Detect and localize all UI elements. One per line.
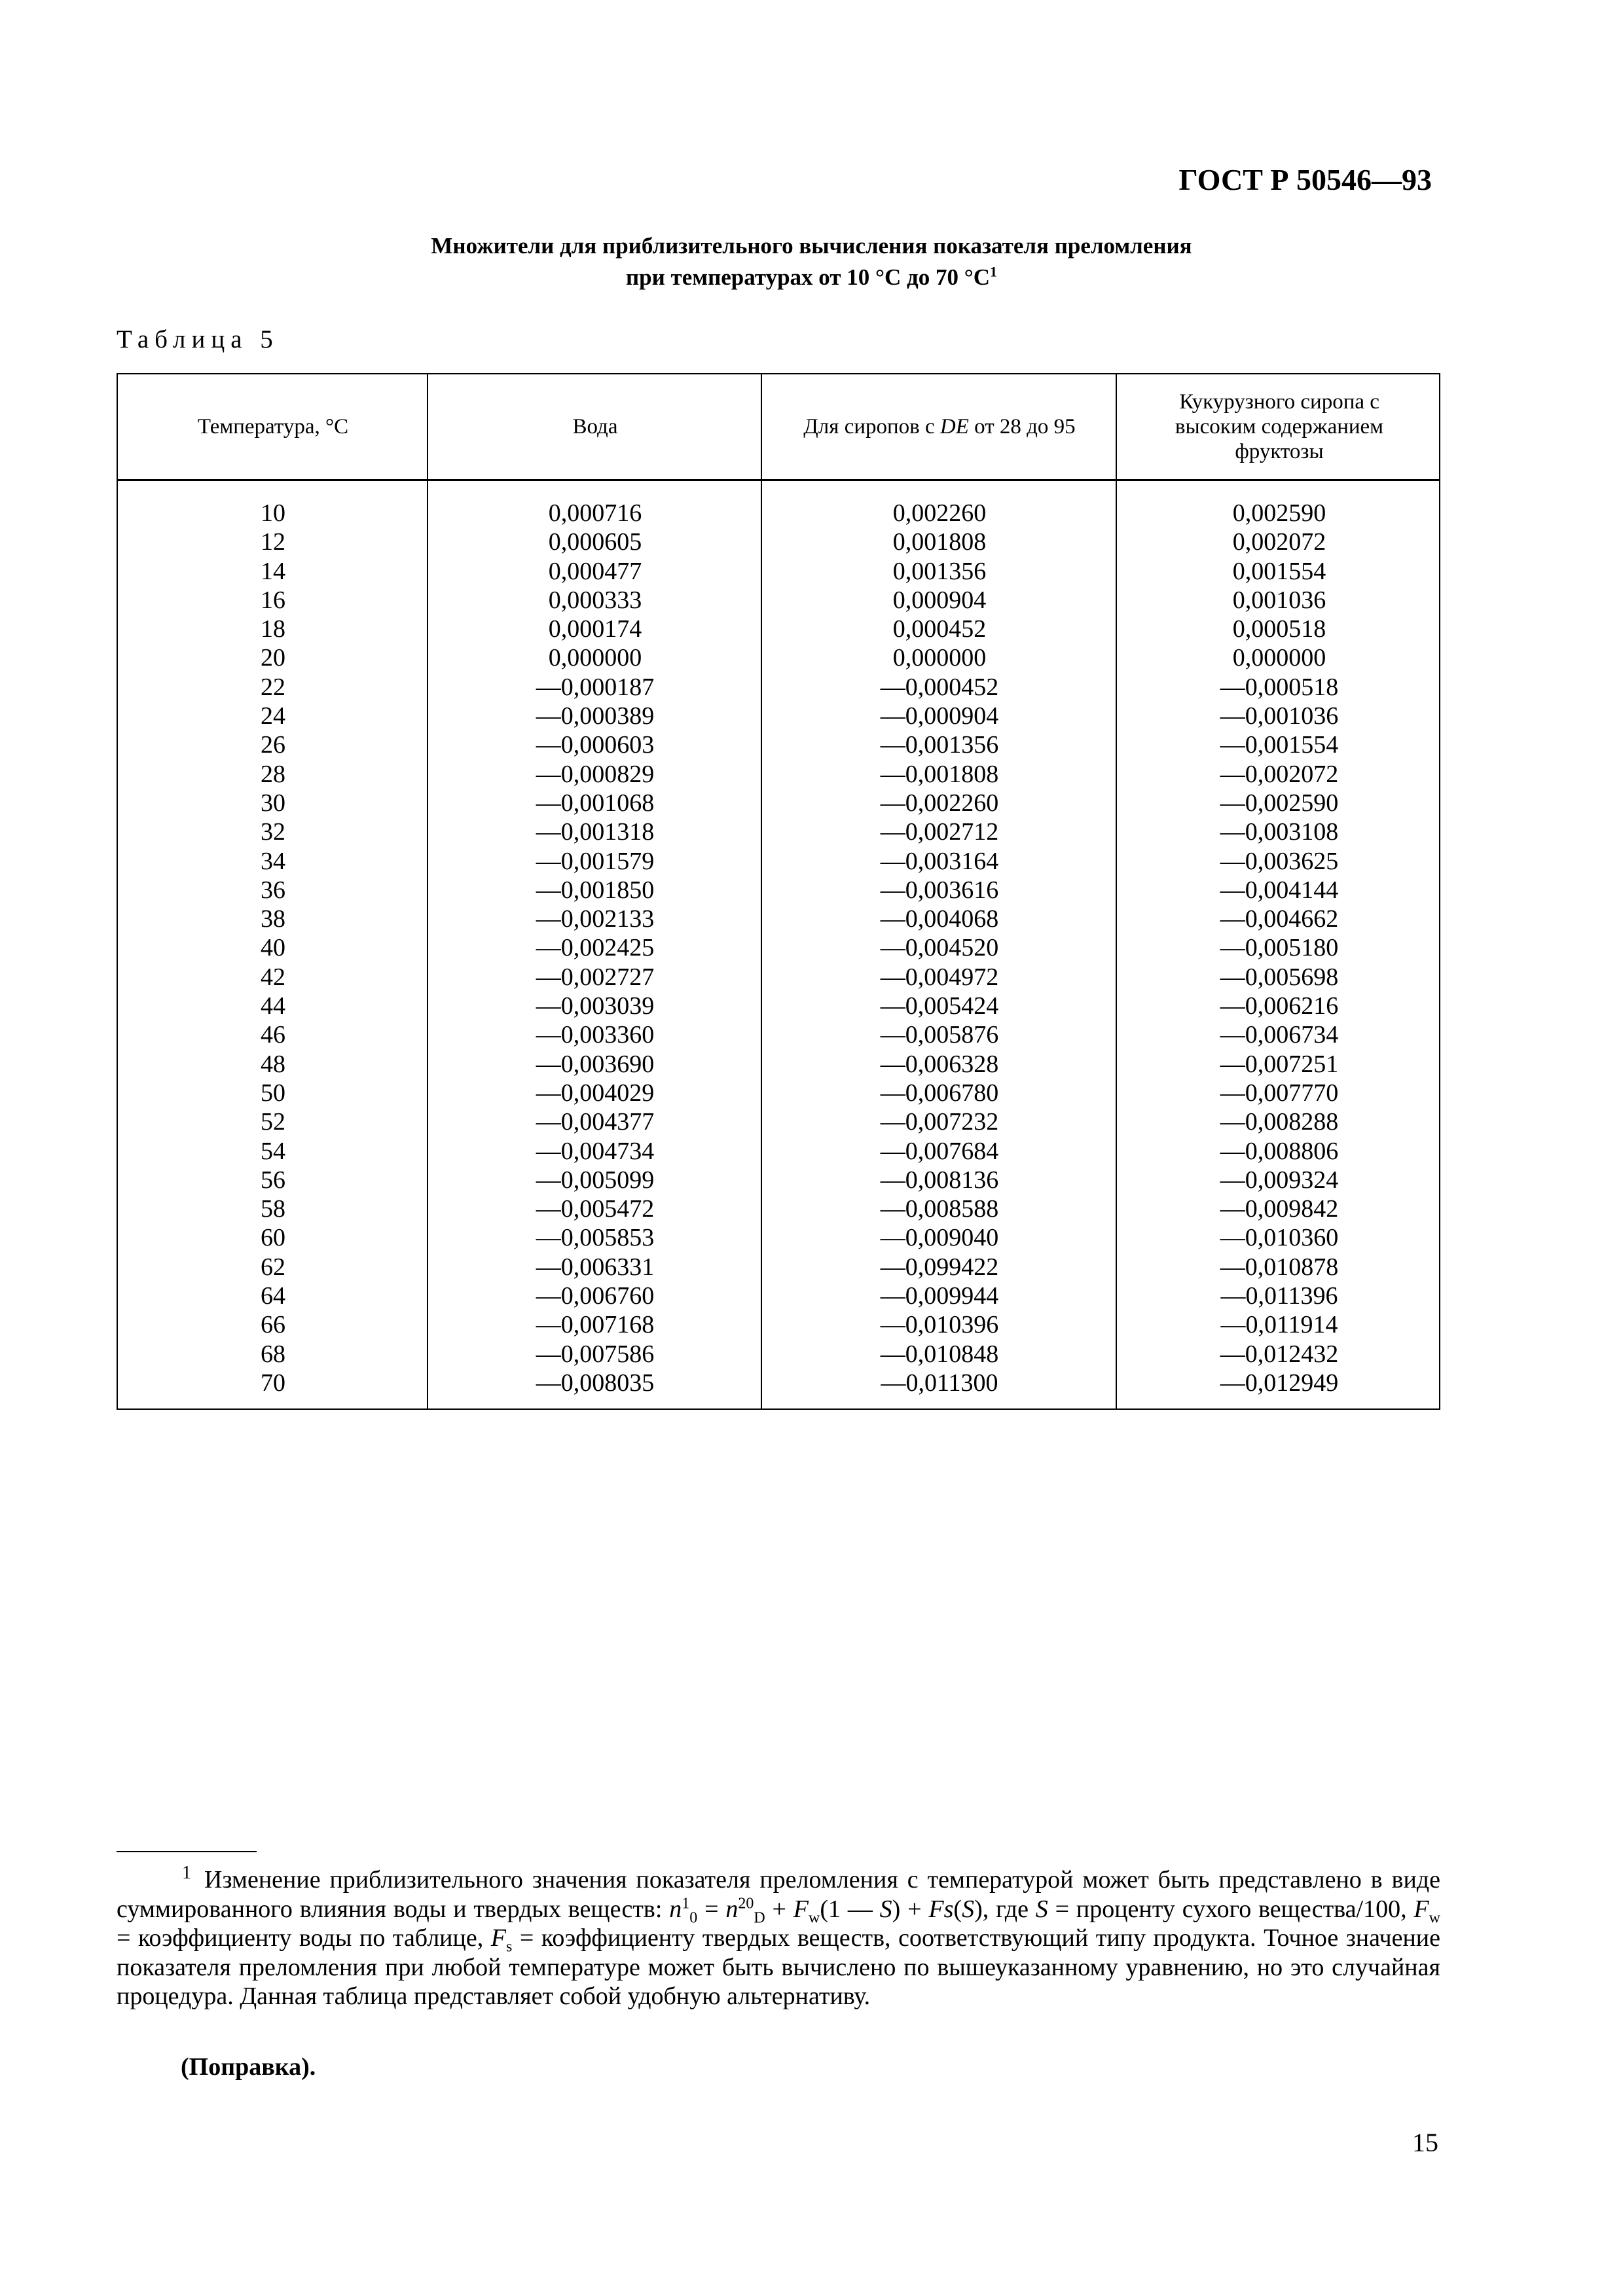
cell-water: —0,003039 — [536, 992, 655, 1020]
header-syrups: Для сиропов с DE от 28 до 95 — [803, 415, 1076, 439]
cell-corn-syrup: —0,012432 — [1220, 1340, 1339, 1368]
cell-water: —0,008035 — [536, 1369, 655, 1397]
cell-temperature: 60 — [261, 1224, 285, 1252]
cell-corn-syrup: —0,011396 — [1220, 1282, 1338, 1310]
cell-temperature: 70 — [261, 1369, 285, 1397]
table-title — [0, 230, 1623, 293]
cell-water: 0,000174 — [548, 615, 642, 643]
table-row — [118, 760, 1439, 789]
cell-corn-syrup: —0,011914 — [1220, 1311, 1338, 1339]
page-number: 15 — [1412, 2128, 1438, 2157]
cell-water: —0,004029 — [536, 1079, 655, 1107]
cell-syrups: —0,009040 — [880, 1224, 999, 1252]
cell-syrups: —0,002712 — [880, 818, 999, 846]
cell-corn-syrup: 0,002590 — [1232, 499, 1326, 527]
cell-corn-syrup: —0,010360 — [1220, 1224, 1339, 1252]
cell-temperature: 20 — [261, 644, 285, 672]
table-row — [118, 876, 1439, 905]
table-row — [118, 1282, 1439, 1310]
cell-syrups: —0,005876 — [880, 1021, 999, 1049]
cell-corn-syrup: 0,001036 — [1232, 586, 1326, 614]
data-table — [117, 373, 1440, 1410]
cell-water: 0,000605 — [548, 528, 642, 556]
header-divider — [118, 479, 1439, 481]
header-water: Вода — [572, 415, 618, 439]
cell-temperature: 68 — [261, 1340, 285, 1368]
cell-syrups: —0,007232 — [880, 1108, 999, 1136]
cell-water: —0,006760 — [536, 1282, 655, 1310]
cell-corn-syrup: 0,002072 — [1232, 528, 1326, 556]
table-row — [118, 1166, 1439, 1194]
title-line-1: Множители для приблизительного вычисления показателя преломления — [431, 233, 1192, 259]
table-row — [118, 586, 1439, 615]
cell-syrups: 0,000904 — [892, 586, 987, 614]
table-row — [118, 1223, 1439, 1252]
cell-water: —0,001318 — [536, 818, 655, 846]
cell-water: 0,000477 — [548, 557, 642, 585]
cell-corn-syrup: —0,008288 — [1220, 1108, 1339, 1136]
cell-corn-syrup: —0,005698 — [1220, 963, 1339, 991]
cell-temperature: 14 — [261, 557, 285, 585]
cell-water: —0,000603 — [536, 731, 655, 759]
cell-corn-syrup: —0,007251 — [1220, 1050, 1339, 1078]
cell-temperature: 28 — [261, 760, 285, 788]
table-row — [118, 730, 1439, 759]
cell-water: —0,003360 — [536, 1021, 655, 1049]
cell-temperature: 18 — [261, 615, 285, 643]
cell-water: —0,006331 — [536, 1253, 655, 1281]
cell-water: —0,004377 — [536, 1108, 655, 1136]
cell-syrups: —0,010848 — [880, 1340, 999, 1368]
title-footnote-mark: 1 — [990, 263, 998, 280]
cell-syrups: —0,002260 — [880, 789, 999, 817]
cell-temperature: 66 — [261, 1311, 285, 1339]
table-row — [118, 1020, 1439, 1049]
cell-corn-syrup: 0,001554 — [1232, 557, 1326, 585]
cell-corn-syrup: —0,008806 — [1220, 1137, 1339, 1165]
table-row — [118, 1050, 1439, 1079]
table-row — [118, 1137, 1439, 1166]
cell-syrups: —0,000904 — [880, 702, 999, 730]
table-row — [118, 499, 1439, 528]
cell-water: —0,002133 — [536, 905, 655, 933]
cell-temperature: 26 — [261, 731, 285, 759]
table-row — [118, 992, 1439, 1020]
document-code: ГОСТ Р 50546—93 — [1178, 163, 1432, 196]
cell-temperature: 48 — [261, 1050, 285, 1078]
table-row — [118, 963, 1439, 992]
cell-corn-syrup: —0,007770 — [1220, 1079, 1339, 1107]
cell-corn-syrup: —0,001554 — [1220, 731, 1339, 759]
cell-temperature: 24 — [261, 702, 285, 730]
title-line-2: при температурах от 10 °С до 70 $^\circ С^1$ — [625, 263, 998, 290]
cell-temperature: 50 — [261, 1079, 285, 1107]
footnote: $^1$ Изменение приблизительного значения показателя преломления с температурой может быть представлено в виде суммированного влияния воды и твердых веществ: $n^1_0 = n^{20}_D + F_w(1$ — S) + Fs(S), где S = проценту сухого вещества/100, $F_w$ = коэффициенту воды по таблице, $F_s$ = коэффициенту твердых веществ, соответствующий типу продукта. Точное значение показателя преломления при любой температуре может быть вычислено по вышеуказанному уравнению, но это случайная процедура. Данная таблица представляет собой удобную альтернативу. — [117, 1863, 1441, 2010]
table-row — [118, 673, 1439, 702]
cell-syrups: 0,000000 — [892, 644, 987, 672]
table-row — [118, 1107, 1439, 1136]
cell-corn-syrup: —0,012949 — [1220, 1369, 1339, 1397]
cell-syrups: —0,006780 — [880, 1079, 999, 1107]
cell-temperature: 46 — [261, 1021, 285, 1049]
cell-temperature: 36 — [261, 876, 285, 904]
cell-syrups: —0,003616 — [880, 876, 999, 904]
cell-temperature: 40 — [261, 934, 285, 962]
cell-corn-syrup: —0,009842 — [1220, 1195, 1339, 1223]
cell-water: 0,000000 — [548, 644, 642, 672]
cell-syrups: —0,001356 — [880, 731, 999, 759]
table-row — [118, 528, 1439, 556]
cell-corn-syrup: —0,003108 — [1220, 818, 1339, 846]
table-row — [118, 1253, 1439, 1282]
cell-corn-syrup: —0,003625 — [1220, 847, 1339, 875]
header-corn-syrup: Кукурузного сиропа с высоким содержанием фруктозы — [1175, 390, 1384, 463]
cell-syrups: —0,007684 — [880, 1137, 999, 1165]
cell-corn-syrup: —0,002072 — [1220, 760, 1339, 788]
cell-temperature: 44 — [261, 992, 285, 1020]
cell-syrups: —0,011300 — [881, 1369, 998, 1397]
cell-corn-syrup: —0,004144 — [1220, 876, 1339, 904]
cell-water: —0,003690 — [536, 1050, 655, 1078]
cell-corn-syrup: —0,010878 — [1220, 1253, 1339, 1281]
cell-corn-syrup: —0,000518 — [1220, 673, 1339, 701]
cell-water: —0,005853 — [536, 1224, 655, 1252]
cell-temperature: 32 — [261, 818, 285, 846]
cell-syrups: —0,004068 — [880, 905, 999, 933]
cell-syrups: —0,000452 — [880, 673, 999, 701]
cell-temperature: 10 — [261, 499, 285, 527]
cell-temperature: 52 — [261, 1108, 285, 1136]
cell-water: —0,001579 — [536, 847, 655, 875]
table-row — [118, 1194, 1439, 1223]
table-row — [118, 1310, 1439, 1339]
cell-temperature: 54 — [261, 1137, 285, 1165]
cell-syrups: —0,099422 — [880, 1253, 999, 1281]
cell-corn-syrup: —0,005180 — [1220, 934, 1339, 962]
cell-syrups: 0,002260 — [892, 499, 987, 527]
cell-syrups: —0,004520 — [880, 934, 999, 962]
cell-syrups: —0,009944 — [880, 1282, 999, 1310]
table-row — [118, 817, 1439, 846]
cell-water: 0,000333 — [548, 586, 642, 614]
cell-syrups: —0,008136 — [880, 1166, 999, 1194]
cell-water: —0,005099 — [536, 1166, 655, 1194]
cell-temperature: 42 — [261, 963, 285, 991]
table-row — [118, 905, 1439, 933]
table-row — [118, 847, 1439, 876]
cell-water: —0,007168 — [536, 1311, 655, 1339]
amendment-note: (Поправка). — [181, 2053, 316, 2081]
cell-water: —0,002425 — [536, 934, 655, 962]
cell-corn-syrup: —0,009324 — [1220, 1166, 1339, 1194]
cell-temperature: 30 — [261, 789, 285, 817]
table-row — [118, 789, 1439, 817]
cell-temperature: 22 — [261, 673, 285, 701]
cell-water: —0,005472 — [536, 1195, 655, 1223]
cell-corn-syrup: 0,000000 — [1232, 644, 1326, 672]
cell-corn-syrup: —0,001036 — [1220, 702, 1339, 730]
cell-temperature: 64 — [261, 1282, 285, 1310]
cell-water: —0,007586 — [536, 1340, 655, 1368]
cell-syrups: —0,010396 — [880, 1311, 999, 1339]
table-row — [118, 615, 1439, 643]
cell-syrups: 0,000452 — [892, 615, 987, 643]
cell-syrups: —0,008588 — [880, 1195, 999, 1223]
cell-temperature: 16 — [261, 586, 285, 614]
table-row — [118, 557, 1439, 586]
table-body — [118, 499, 1439, 1397]
cell-water: —0,000829 — [536, 760, 655, 788]
table-row — [118, 702, 1439, 730]
cell-corn-syrup: —0,006216 — [1220, 992, 1339, 1020]
cell-corn-syrup: —0,006734 — [1220, 1021, 1339, 1049]
table-row — [118, 1079, 1439, 1107]
cell-water: —0,000389 — [536, 702, 655, 730]
cell-corn-syrup: —0,002590 — [1220, 789, 1339, 817]
cell-temperature: 56 — [261, 1166, 285, 1194]
cell-syrups: —0,006328 — [880, 1050, 999, 1078]
cell-temperature: 58 — [261, 1195, 285, 1223]
cell-syrups: —0,001808 — [880, 760, 999, 788]
table-row — [118, 1369, 1439, 1397]
cell-water: —0,000187 — [536, 673, 655, 701]
cell-syrups: 0,001808 — [892, 528, 987, 556]
cell-temperature: 62 — [261, 1253, 285, 1281]
cell-water: —0,004734 — [536, 1137, 655, 1165]
cell-syrups: —0,005424 — [880, 992, 999, 1020]
cell-water: —0,001850 — [536, 876, 655, 904]
cell-water: —0,002727 — [536, 963, 655, 991]
footnote-marker: 1 — [182, 1863, 191, 1884]
cell-syrups: 0,001356 — [892, 557, 987, 585]
table-label: Таблица 5 — [117, 325, 279, 353]
table-row — [118, 1340, 1439, 1369]
cell-temperature: 34 — [261, 847, 285, 875]
cell-water: 0,000716 — [548, 499, 642, 527]
footnote-separator — [117, 1851, 257, 1852]
cell-corn-syrup: —0,004662 — [1220, 905, 1339, 933]
cell-temperature: 38 — [261, 905, 285, 933]
cell-water: —0,001068 — [536, 789, 655, 817]
cell-syrups: —0,003164 — [880, 847, 999, 875]
cell-syrups: —0,004972 — [880, 963, 999, 991]
cell-temperature: 12 — [261, 528, 285, 556]
table-row — [118, 933, 1439, 962]
cell-corn-syrup: 0,000518 — [1232, 615, 1326, 643]
table-row — [118, 643, 1439, 672]
header-temperature: Температура, °С — [197, 415, 349, 439]
